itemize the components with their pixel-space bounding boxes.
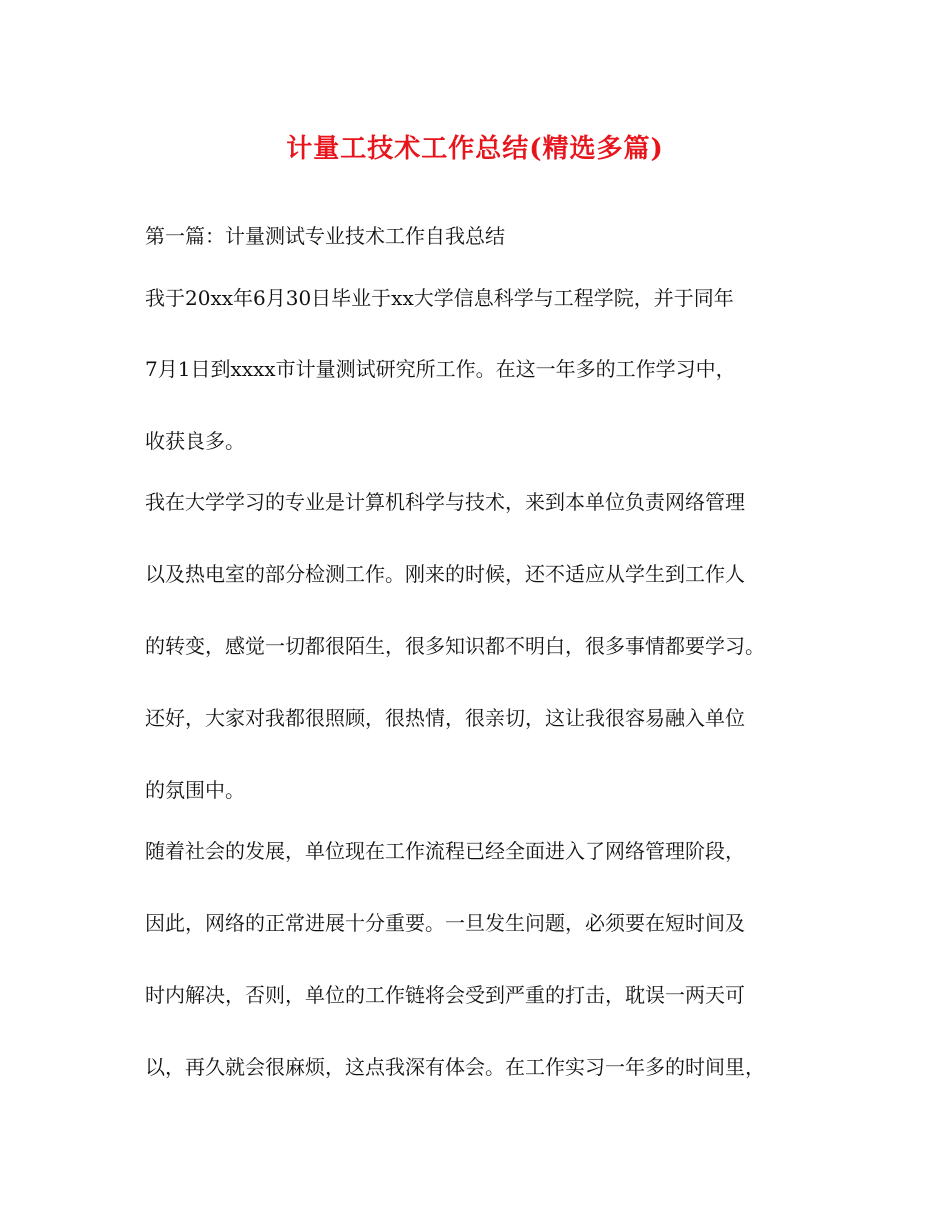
document-title: 计量工技术工作总结(精选多篇) <box>286 134 664 164</box>
paragraph-line: 以，再久就会很麻烦，这点我深有体会。在工作实习一年多的时间里， <box>145 1055 765 1079</box>
paragraph-line: 的氛围中。 <box>145 778 245 802</box>
paragraph-line: 7月1日到xxxx市计量测试研究所工作。在这一年多的工作学习中， <box>145 357 736 381</box>
paragraph-line: 的转变，感觉一切都很陌生，很多知识都不明白，很多事情都要学习。 <box>145 634 765 658</box>
paragraph-line: 收获良多。 <box>145 429 245 453</box>
paragraph-line: 以及热电室的部分检测工作。刚来的时候，还不适应从学生到工作人 <box>145 562 745 586</box>
paragraph-line: 因此，网络的正常进展十分重要。一旦发生问题，必须要在短时间及 <box>145 911 745 935</box>
paragraph-line: 我在大学学习的专业是计算机科学与技术，来到本单位负责网络管理 <box>145 490 745 514</box>
paragraph-line: 还好，大家对我都很照顾，很热情，很亲切，这让我很容易融入单位 <box>145 706 745 730</box>
paragraph-line: 我于20xx年6月30日毕业于xx大学信息科学与工程学院，并于同年 <box>145 286 734 310</box>
paragraph-line: 随着社会的发展，单位现在工作流程已经全面进入了网络管理阶段， <box>145 839 745 863</box>
section-heading: 第一篇：计量测试专业技术工作自我总结 <box>145 224 505 248</box>
paragraph-line: 时内解决，否则，单位的工作链将会受到严重的打击，耽误一两天可 <box>145 983 745 1007</box>
